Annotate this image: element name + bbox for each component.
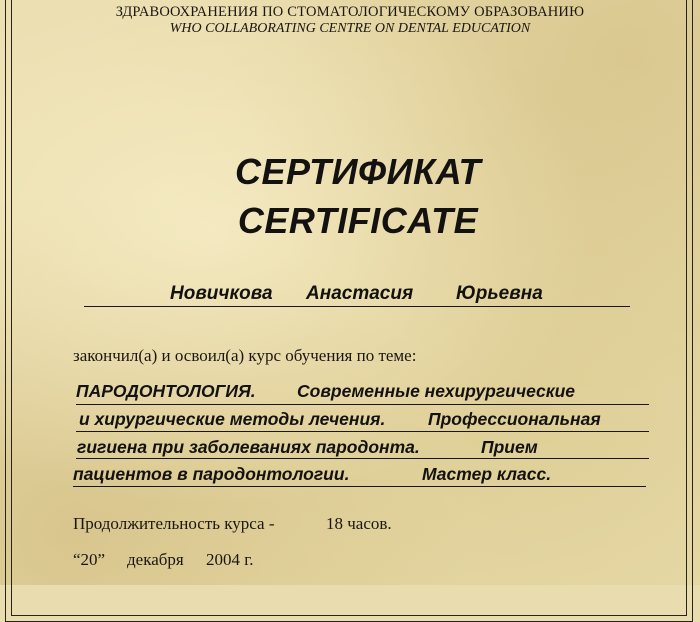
topic-underline-4 (73, 486, 646, 487)
duration-value: 18 часов. (326, 514, 392, 533)
topic-underline-3 (76, 458, 649, 459)
topic-line4-part2: Мастер класс. (422, 464, 552, 484)
topic-line2-part1: и хирургические методы лечения. (79, 409, 386, 429)
topic-line1-part2: Современные нехирургические (297, 381, 576, 401)
date-year: 2004 г. (206, 550, 254, 569)
title-russian: СЕРТИФИКАТ (234, 151, 481, 192)
topic-line4-part1: пациентов в пародонтологии. (73, 464, 350, 484)
topic-line1-part1: ПАРОДОНТОЛОГИЯ. (76, 381, 256, 401)
recipient-surname: Новичкова (170, 283, 273, 304)
completion-text: закончил(а) и освоил(а) курс обучения по теме: (73, 346, 417, 365)
header-english: WHO COLLABORATING CENTRE ON DENTAL EDUCATION (169, 21, 531, 36)
duration-label: Продолжительность курса - (73, 514, 275, 533)
topic-underline-2 (76, 431, 649, 432)
topic-line2-part2: Профессиональная (428, 409, 601, 429)
header-russian: ЗДРАВООХРАНЕНИЯ ПО СТОМАТОЛОГИЧЕСКОМУ ОБРАЗОВАНИЮ (115, 4, 585, 20)
topic-underline-1 (76, 404, 649, 405)
title-english: CERTIFICATE (237, 200, 479, 241)
topic-line3-part2: Прием (481, 437, 538, 457)
date-day: “20” (73, 550, 106, 569)
recipient-first-name: Анастасия (306, 283, 414, 304)
recipient-patronymic: Юрьевна (456, 283, 543, 304)
date-month: декабря (127, 550, 184, 569)
topic-line3-part1: гигиена при заболеваниях пародонта. (77, 437, 420, 457)
name-underline (84, 306, 630, 307)
